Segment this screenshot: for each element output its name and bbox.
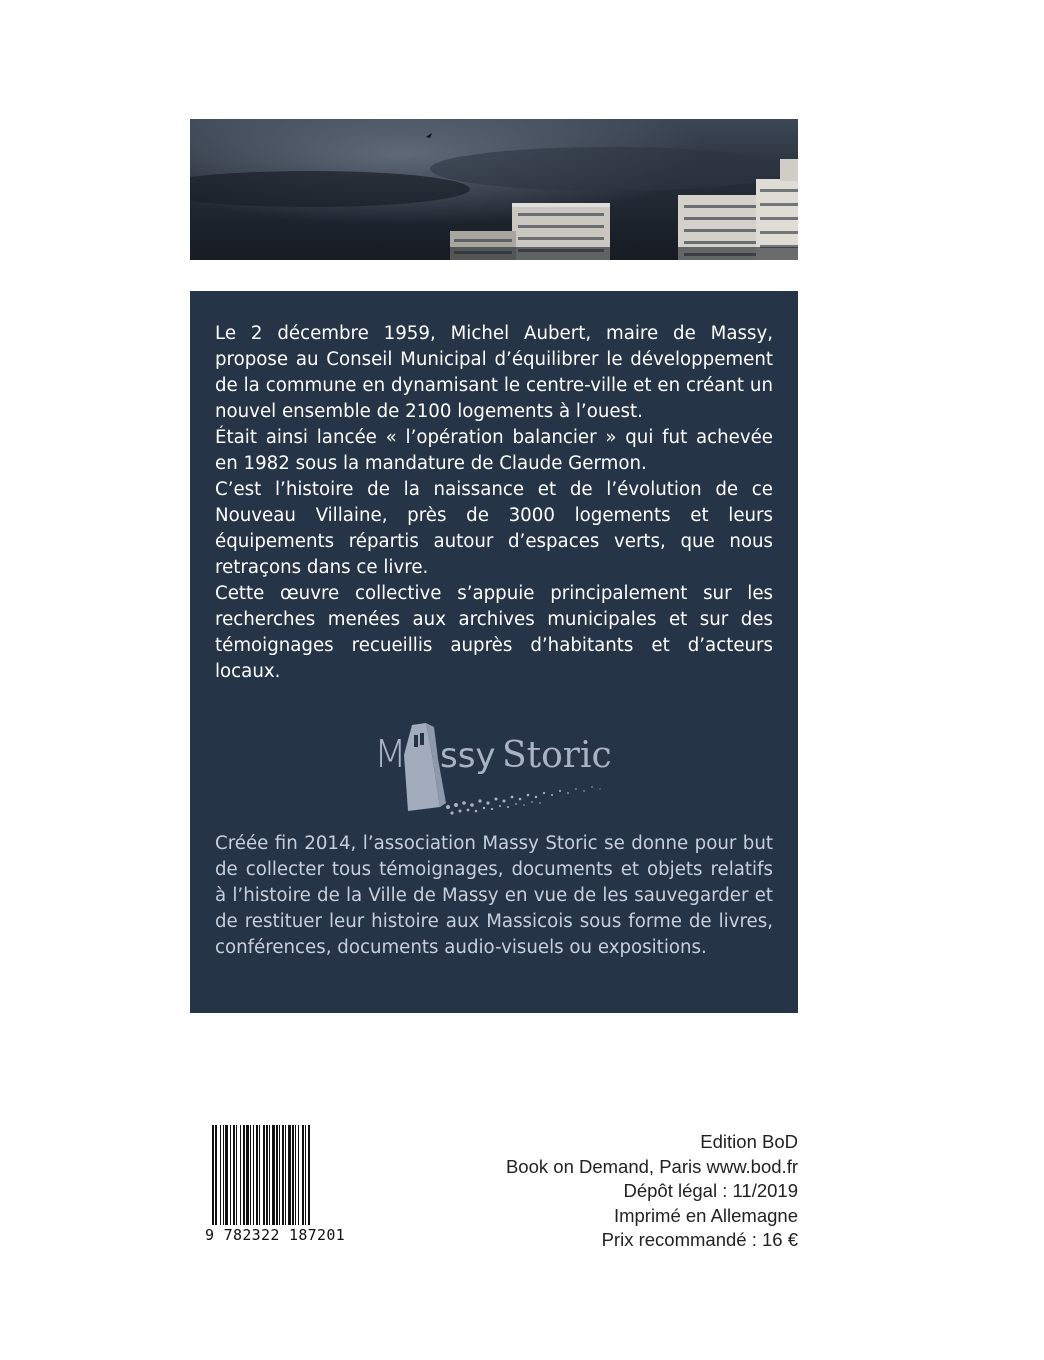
- barcode-bar: [225, 1125, 228, 1225]
- barcode-bar: [279, 1125, 280, 1225]
- logo-text-ssy: ssy: [440, 736, 496, 776]
- publisher-address: Book on Demand, Paris www.bod.fr: [505, 1155, 798, 1177]
- synopsis-paragraph: Cette œuvre collective s’appuie principalement sur les recherches menées aux archives municipales et sur des témoignages recueillis auprès d’habitants et d’acteurs locaux.: [215, 583, 773, 682]
- barcode-bar: [215, 1125, 217, 1225]
- isbn-barcode: [190, 1125, 360, 1245]
- barcode-bar: [263, 1125, 265, 1225]
- synopsis-paragraph: C’est l’histoire de la naissance et de l’évolution de ce Nouveau Villaine, près de 3000 logements et leurs équipements répartis autour d’espaces verts, que nous retraçons dans ce livre.: [215, 479, 773, 578]
- barcode-bar: [272, 1125, 275, 1225]
- imprint-block: [506, 1130, 798, 1253]
- barcode-bar: [276, 1125, 278, 1225]
- barcode-bar: [220, 1125, 221, 1225]
- barcode-bar: [285, 1125, 286, 1225]
- storm-sky-buildings-image: [190, 119, 798, 260]
- back-cover-panel: [190, 291, 798, 1013]
- barcode-bar: [295, 1125, 296, 1225]
- printed-in: Imprimé en Allemagne: [613, 1204, 798, 1226]
- logo-text-m: M: [374, 732, 407, 776]
- logo-text-storic: Storic: [502, 735, 612, 776]
- barcode-bar: [292, 1125, 294, 1225]
- barcode-bar: [288, 1125, 291, 1225]
- cover-photo: [190, 119, 798, 260]
- barcode-bars: [190, 1125, 360, 1225]
- massy-storic-tower-logo: [368, 715, 618, 825]
- barcode-bar: [256, 1125, 258, 1225]
- barcode-bar: [240, 1125, 241, 1225]
- legal-deposit: Dépôt légal : 11/2019: [623, 1180, 798, 1201]
- association-text: Créée fin 2014, l’association Massy Storic se donne pour but de collecter tous témoignages, documents et objets relatifs à l’histoire de la Ville de Massy en vue de les sauvegarder et de restituer leur histoire aux Massicois sous forme de livres, conférences, documents audio-visuels ou expositions.: [215, 833, 773, 958]
- price: Prix recommandé : 16 €: [601, 1229, 798, 1250]
- barcode-bar: [236, 1125, 237, 1225]
- barcode-bar: [298, 1125, 299, 1225]
- barcode-bar: [250, 1125, 251, 1225]
- barcode-bar: [253, 1125, 254, 1225]
- barcode-bar: [266, 1125, 268, 1225]
- massy-storic-logo: [368, 715, 618, 825]
- publisher-name: Edition BoD: [700, 1131, 798, 1152]
- barcode-bar: [223, 1125, 224, 1225]
- isbn-number: 9 782322 187201: [205, 1226, 345, 1244]
- barcode-bar: [259, 1125, 260, 1225]
- barcode-bar: [302, 1125, 304, 1225]
- barcode-bar: [230, 1125, 231, 1225]
- barcode-bar: [269, 1125, 270, 1225]
- barcode-bar: [305, 1125, 306, 1225]
- barcode-bar: [243, 1125, 245, 1225]
- synopsis-paragraph: Était ainsi lancée « l’opération balancier » qui fut achevée en 1982 sous la mandature de Claude Germon.: [215, 427, 773, 474]
- barcode-bar: [308, 1125, 310, 1225]
- barcode-bar: [212, 1125, 214, 1225]
- barcode-bar: [282, 1125, 284, 1225]
- synopsis-text: [215, 321, 773, 685]
- barcode-bar: [233, 1125, 235, 1225]
- barcode-bar: [246, 1125, 249, 1225]
- synopsis-paragraph: Le 2 décembre 1959, Michel Aubert, maire de Massy, propose au Conseil Municipal d’équilibrer le développement de la commune en dynamisant le centre-ville et en créant un nouvel ensemble de 2100 logements à l’ouest.: [215, 323, 773, 422]
